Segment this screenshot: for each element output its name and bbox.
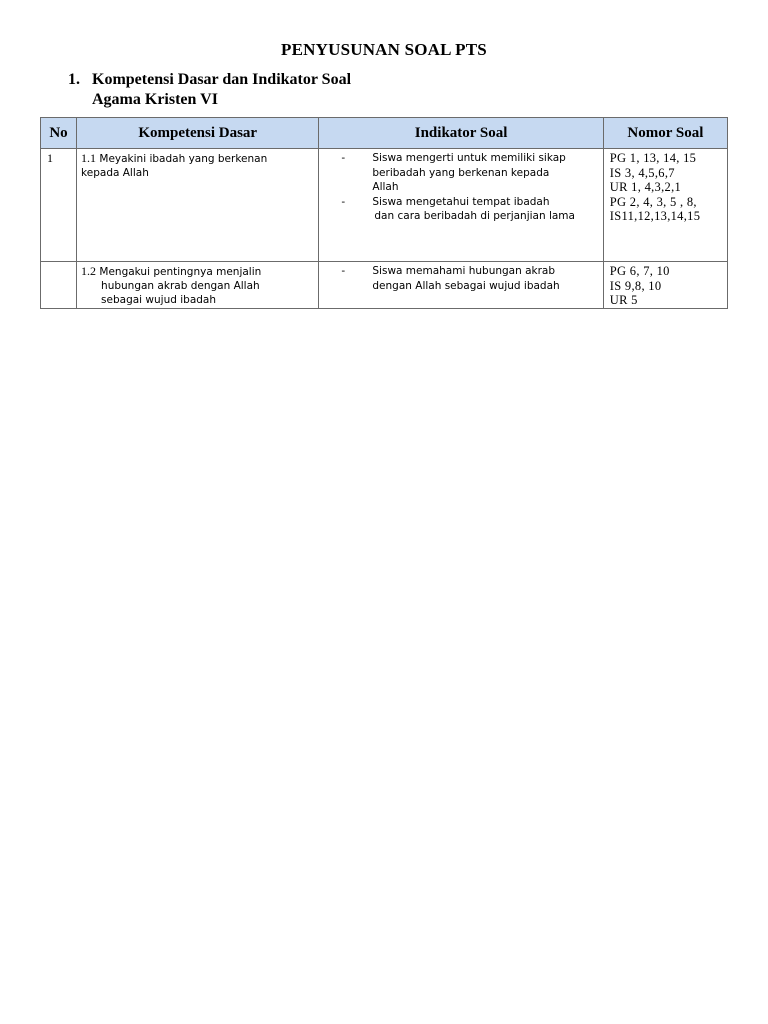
indicator-line: dan cara beribadah di perjanjian lama xyxy=(374,210,575,222)
kd-text-line: Mengakui pentingnya menjalin xyxy=(99,266,262,278)
table-header-row xyxy=(41,118,728,149)
header-indikator-soal: Indikator Soal xyxy=(319,118,603,149)
nomor-line: IS 3, 4,5,6,7 xyxy=(609,165,675,180)
nomor-line: PG 1, 13, 14, 15 xyxy=(609,151,697,165)
indicator-item xyxy=(341,151,598,195)
nomor-line: IS11,12,13,14,15 xyxy=(609,209,701,224)
header-nomor-soal: Nomor Soal xyxy=(603,118,727,149)
kd-indicator-table xyxy=(40,117,728,309)
cell-indikator-soal xyxy=(319,149,603,262)
dash-bullet: - xyxy=(341,265,346,277)
indicator-line: beribadah yang berkenan kepada xyxy=(372,166,550,179)
section-number: 1. xyxy=(68,71,80,88)
header-no: No xyxy=(41,118,77,149)
cell-kompetensi-dasar xyxy=(77,149,319,262)
nomor-line: PG 6, 7, 10 xyxy=(609,264,670,278)
table-row xyxy=(41,149,728,262)
kd-number: 1.1 xyxy=(81,151,97,165)
nomor-line: IS 9,8, 10 xyxy=(609,278,662,293)
table-row xyxy=(41,262,728,309)
cell-no xyxy=(41,262,77,309)
indicator-line: Allah xyxy=(372,181,399,193)
dash-bullet: - xyxy=(341,152,346,164)
kd-number: 1.2 xyxy=(81,264,97,278)
section-heading xyxy=(68,70,351,110)
indicator-item xyxy=(341,264,598,293)
kd-text-line: Meyakini ibadah yang berkenan xyxy=(99,153,268,165)
cell-kompetensi-dasar xyxy=(77,262,319,309)
nomor-line: UR 1, 4,3,2,1 xyxy=(609,180,682,195)
document-title: PENYUSUNAN SOAL PTS xyxy=(281,40,487,59)
indicator-line: dengan Allah sebagai wujud ibadah xyxy=(372,279,560,292)
section-subtitle: Agama Kristen VI xyxy=(92,91,218,108)
cell-nomor-soal xyxy=(603,149,727,262)
cell-no: 1 xyxy=(41,149,77,262)
indicator-line: Siswa memahami hubungan akrab xyxy=(372,265,556,277)
indicator-line: Siswa mengerti untuk memiliki sikap xyxy=(372,152,566,164)
indicator-item xyxy=(341,195,598,224)
header-kompetensi-dasar: Kompetensi Dasar xyxy=(77,118,319,149)
nomor-line: UR 5 xyxy=(609,293,638,308)
nomor-line: PG 2, 4, 3, 5 , 8, xyxy=(609,194,697,209)
kd-text-line: hubungan akrab dengan Allah xyxy=(101,280,260,292)
kd-text-line: kepada Allah xyxy=(81,167,149,179)
cell-nomor-soal xyxy=(603,262,727,309)
section-title: Kompetensi Dasar dan Indikator Soal xyxy=(92,71,352,88)
dash-bullet: - xyxy=(341,195,346,208)
indicator-line: Siswa mengetahui tempat ibadah xyxy=(372,195,550,208)
cell-indikator-soal xyxy=(319,262,603,309)
kd-text-line: sebagai wujud ibadah xyxy=(101,294,217,306)
